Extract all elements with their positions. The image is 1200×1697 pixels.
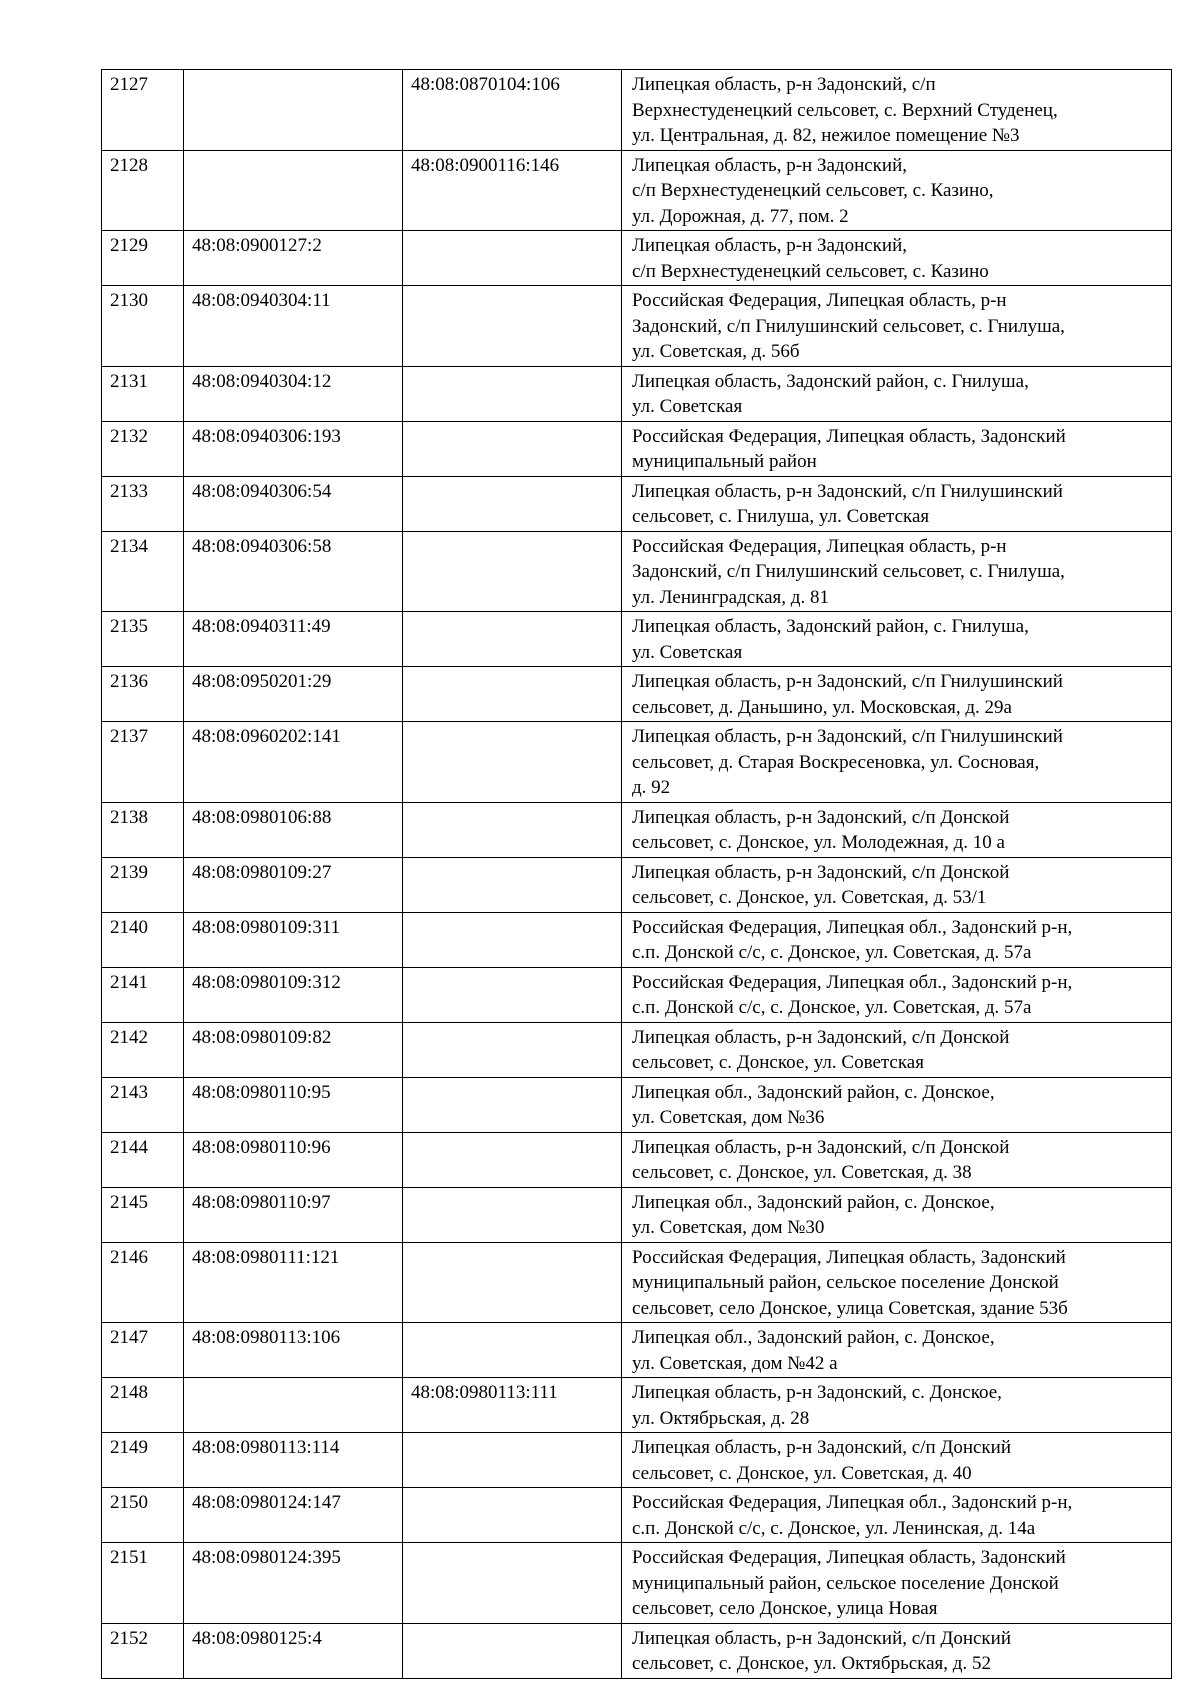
land-cadastral-number-cell: 48:08:0940304:12 — [184, 366, 403, 421]
row-number-cell: 2139 — [102, 857, 184, 912]
table-row — [102, 722, 1172, 803]
row-number-cell: 2152 — [102, 1623, 184, 1678]
table-row — [102, 1077, 1172, 1132]
address-cell: Липецкая область, р-н Задонский, с/п Донской сельсовет, с. Донское, ул. Советская, д. 38 — [622, 1132, 1172, 1187]
object-cadastral-number-cell — [403, 912, 622, 967]
table-row — [102, 612, 1172, 667]
address-cell: Липецкая область, р-н Задонский, с/п Донской сельсовет, с. Донское, ул. Советская, д. 53/1 — [622, 857, 1172, 912]
land-cadastral-number-cell: 48:08:0980111:121 — [184, 1242, 403, 1323]
land-cadastral-number-cell: 48:08:0940306:54 — [184, 476, 403, 531]
object-cadastral-number-cell — [403, 531, 622, 612]
table-row — [102, 421, 1172, 476]
address-cell: Липецкая область, р-н Задонский, с/п Донский сельсовет, с. Донское, ул. Октябрьская, д. 52 — [622, 1623, 1172, 1678]
address-cell: Липецкая область, р-н Задонский, с/п Верхнестуденецкий сельсовет, с. Казино — [622, 231, 1172, 286]
land-cadastral-number-cell: 48:08:0940304:11 — [184, 286, 403, 367]
table-row — [102, 1378, 1172, 1433]
table-row — [102, 231, 1172, 286]
row-number-cell: 2151 — [102, 1543, 184, 1624]
land-cadastral-number-cell: 48:08:0980109:27 — [184, 857, 403, 912]
address-cell: Липецкая обл., Задонский район, с. Донское, ул. Советская, дом №30 — [622, 1187, 1172, 1242]
table-row — [102, 366, 1172, 421]
object-cadastral-number-cell — [403, 476, 622, 531]
address-cell: Липецкая область, р-н Задонский, с. Донское, ул. Октябрьская, д. 28 — [622, 1378, 1172, 1433]
row-number-cell: 2130 — [102, 286, 184, 367]
address-cell: Липецкая область, Задонский район, с. Гнилуша, ул. Советская — [622, 612, 1172, 667]
object-cadastral-number-cell — [403, 366, 622, 421]
address-cell: Липецкая область, р-н Задонский, с/п Гнилушинский сельсовет, д. Старая Воскресеновка, ул. Сосновая, д. 92 — [622, 722, 1172, 803]
address-cell: Липецкая область, р-н Задонский, с/п Гнилушинский сельсовет, с. Гнилуша, ул. Советская — [622, 476, 1172, 531]
table-row — [102, 1132, 1172, 1187]
land-cadastral-number-cell: 48:08:0980106:88 — [184, 802, 403, 857]
object-cadastral-number-cell — [403, 1022, 622, 1077]
row-number-cell: 2133 — [102, 476, 184, 531]
address-cell: Российская Федерация, Липецкая область, р-н Задонский, с/п Гнилушинский сельсовет, с. Гнилуша, ул. Советская, д. 56б — [622, 286, 1172, 367]
object-cadastral-number-cell — [403, 1077, 622, 1132]
object-cadastral-number-cell — [403, 967, 622, 1022]
object-cadastral-number-cell: 48:08:0900116:146 — [403, 150, 622, 231]
row-number-cell: 2141 — [102, 967, 184, 1022]
table-row — [102, 150, 1172, 231]
address-cell: Российская Федерация, Липецкая область, Задонский муниципальный район, сельское поселение Донской сельсовет, село Донское, улица Новая — [622, 1543, 1172, 1624]
row-number-cell: 2134 — [102, 531, 184, 612]
table-row — [102, 476, 1172, 531]
land-cadastral-number-cell: 48:08:0980110:96 — [184, 1132, 403, 1187]
address-cell: Российская Федерация, Липецкая область, Задонский муниципальный район, сельское поселение Донской сельсовет, село Донское, улица Советская, здание 53б — [622, 1242, 1172, 1323]
table-row — [102, 1433, 1172, 1488]
object-cadastral-number-cell — [403, 857, 622, 912]
object-cadastral-number-cell — [403, 1323, 622, 1378]
table-row — [102, 1543, 1172, 1624]
registry-table-body — [102, 70, 1172, 1679]
address-cell: Липецкая область, р-н Задонский, с/п Гнилушинский сельсовет, д. Даньшино, ул. Московская, д. 29а — [622, 667, 1172, 722]
land-cadastral-number-cell: 48:08:0900127:2 — [184, 231, 403, 286]
object-cadastral-number-cell — [403, 286, 622, 367]
land-cadastral-number-cell: 48:08:0980110:95 — [184, 1077, 403, 1132]
address-cell: Липецкая область, р-н Задонский, с/п Верхнестуденецкий сельсовет, с. Верхний Студенец, ул. Центральная, д. 82, нежилое помещение №3 — [622, 70, 1172, 151]
row-number-cell: 2132 — [102, 421, 184, 476]
row-number-cell: 2146 — [102, 1242, 184, 1323]
object-cadastral-number-cell — [403, 421, 622, 476]
address-cell: Липецкая область, Задонский район, с. Гнилуша, ул. Советская — [622, 366, 1172, 421]
land-cadastral-number-cell: 48:08:0940306:58 — [184, 531, 403, 612]
table-row — [102, 857, 1172, 912]
row-number-cell: 2135 — [102, 612, 184, 667]
land-cadastral-number-cell: 48:08:0940311:49 — [184, 612, 403, 667]
table-row — [102, 1323, 1172, 1378]
address-cell: Российская Федерация, Липецкая обл., Задонский р-н, с.п. Донской с/с, с. Донское, ул. Ленинская, д. 14а — [622, 1488, 1172, 1543]
address-cell: Российская Федерация, Липецкая обл., Задонский р-н, с.п. Донской с/с, с. Донское, ул. Советская, д. 57а — [622, 967, 1172, 1022]
address-cell: Липецкая область, р-н Задонский, с/п Донский сельсовет, с. Донское, ул. Советская, д. 40 — [622, 1433, 1172, 1488]
object-cadastral-number-cell — [403, 667, 622, 722]
land-cadastral-number-cell: 48:08:0960202:141 — [184, 722, 403, 803]
document-page — [101, 69, 1171, 1679]
land-cadastral-number-cell — [184, 70, 403, 151]
land-cadastral-number-cell: 48:08:0980110:97 — [184, 1187, 403, 1242]
land-cadastral-number-cell — [184, 1378, 403, 1433]
land-cadastral-number-cell: 48:08:0980109:311 — [184, 912, 403, 967]
object-cadastral-number-cell — [403, 1242, 622, 1323]
table-row — [102, 967, 1172, 1022]
registry-table — [101, 69, 1172, 1679]
address-cell: Российская Федерация, Липецкая область, р-н Задонский, с/п Гнилушинский сельсовет, с. Гнилуша, ул. Ленинградская, д. 81 — [622, 531, 1172, 612]
row-number-cell: 2149 — [102, 1433, 184, 1488]
row-number-cell: 2136 — [102, 667, 184, 722]
address-cell: Липецкая область, р-н Задонский, с/п Донской сельсовет, с. Донское, ул. Молодежная, д. 10 а — [622, 802, 1172, 857]
land-cadastral-number-cell: 48:08:0980124:147 — [184, 1488, 403, 1543]
object-cadastral-number-cell — [403, 802, 622, 857]
object-cadastral-number-cell — [403, 1132, 622, 1187]
land-cadastral-number-cell: 48:08:0980125:4 — [184, 1623, 403, 1678]
table-row — [102, 531, 1172, 612]
address-cell: Липецкая обл., Задонский район, с. Донское, ул. Советская, дом №36 — [622, 1077, 1172, 1132]
row-number-cell: 2143 — [102, 1077, 184, 1132]
address-cell: Российская Федерация, Липецкая обл., Задонский р-н, с.п. Донской с/с, с. Донское, ул. Советская, д. 57а — [622, 912, 1172, 967]
table-row — [102, 1488, 1172, 1543]
table-row — [102, 286, 1172, 367]
table-row — [102, 912, 1172, 967]
land-cadastral-number-cell: 48:08:0980109:312 — [184, 967, 403, 1022]
row-number-cell: 2147 — [102, 1323, 184, 1378]
row-number-cell: 2131 — [102, 366, 184, 421]
table-row — [102, 1187, 1172, 1242]
object-cadastral-number-cell: 48:08:0870104:106 — [403, 70, 622, 151]
land-cadastral-number-cell — [184, 150, 403, 231]
row-number-cell: 2150 — [102, 1488, 184, 1543]
address-cell: Липецкая область, р-н Задонский, с/п Верхнестуденецкий сельсовет, с. Казино, ул. Дорожная, д. 77, пом. 2 — [622, 150, 1172, 231]
land-cadastral-number-cell: 48:08:0980113:106 — [184, 1323, 403, 1378]
land-cadastral-number-cell: 48:08:0980124:395 — [184, 1543, 403, 1624]
address-cell: Российская Федерация, Липецкая область, Задонский муниципальный район — [622, 421, 1172, 476]
table-row — [102, 70, 1172, 151]
row-number-cell: 2148 — [102, 1378, 184, 1433]
row-number-cell: 2128 — [102, 150, 184, 231]
object-cadastral-number-cell — [403, 231, 622, 286]
row-number-cell: 2138 — [102, 802, 184, 857]
table-row — [102, 1242, 1172, 1323]
address-cell: Липецкая обл., Задонский район, с. Донское, ул. Советская, дом №42 а — [622, 1323, 1172, 1378]
row-number-cell: 2145 — [102, 1187, 184, 1242]
land-cadastral-number-cell: 48:08:0950201:29 — [184, 667, 403, 722]
object-cadastral-number-cell — [403, 1623, 622, 1678]
table-row — [102, 667, 1172, 722]
row-number-cell: 2137 — [102, 722, 184, 803]
land-cadastral-number-cell: 48:08:0980109:82 — [184, 1022, 403, 1077]
table-row — [102, 802, 1172, 857]
land-cadastral-number-cell: 48:08:0980113:114 — [184, 1433, 403, 1488]
row-number-cell: 2142 — [102, 1022, 184, 1077]
row-number-cell: 2129 — [102, 231, 184, 286]
table-row — [102, 1623, 1172, 1678]
row-number-cell: 2140 — [102, 912, 184, 967]
table-row — [102, 1022, 1172, 1077]
row-number-cell: 2144 — [102, 1132, 184, 1187]
object-cadastral-number-cell — [403, 1433, 622, 1488]
object-cadastral-number-cell — [403, 1543, 622, 1624]
object-cadastral-number-cell — [403, 1187, 622, 1242]
address-cell: Липецкая область, р-н Задонский, с/п Донской сельсовет, с. Донское, ул. Советская — [622, 1022, 1172, 1077]
object-cadastral-number-cell: 48:08:0980113:111 — [403, 1378, 622, 1433]
object-cadastral-number-cell — [403, 722, 622, 803]
row-number-cell: 2127 — [102, 70, 184, 151]
object-cadastral-number-cell — [403, 1488, 622, 1543]
object-cadastral-number-cell — [403, 612, 622, 667]
land-cadastral-number-cell: 48:08:0940306:193 — [184, 421, 403, 476]
